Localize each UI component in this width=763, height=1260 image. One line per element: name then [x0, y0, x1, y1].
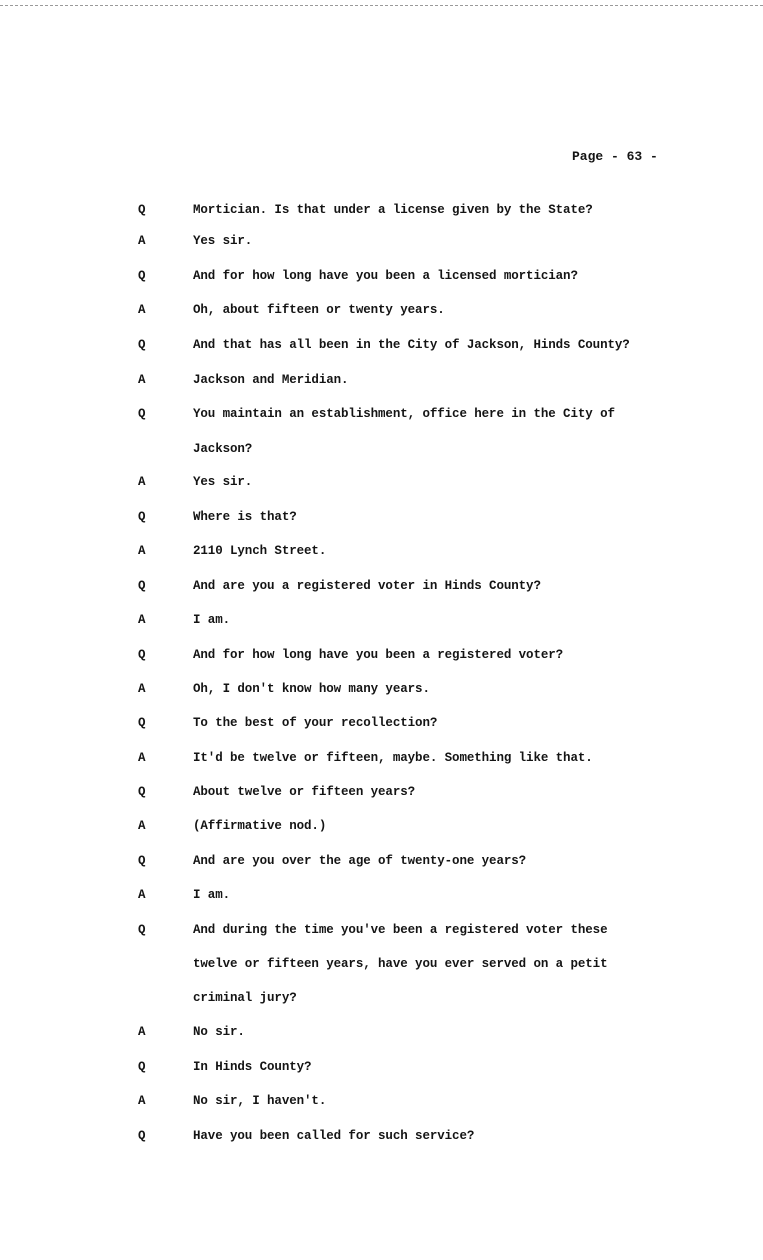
testimony-text: Jackson and Meridian.	[193, 373, 349, 387]
speaker-label: A	[138, 1025, 146, 1039]
speaker-label: Q	[138, 1060, 146, 1074]
speaker-label: Q	[138, 203, 146, 217]
page-top-edge	[0, 0, 763, 6]
transcript-line	[0, 1022, 763, 1042]
speaker-label: Q	[138, 648, 146, 662]
testimony-text: And that has all been in the City of Jackson, Hinds County?	[193, 338, 630, 352]
testimony-text: Jackson?	[193, 442, 253, 456]
testimony-text: (Affirmative nod.)	[193, 819, 327, 833]
transcript-line	[0, 335, 763, 355]
speaker-label: A	[138, 888, 146, 902]
testimony-text: Oh, I don't know how many years.	[193, 682, 430, 696]
transcript-line	[0, 1057, 763, 1077]
speaker-label: Q	[138, 785, 146, 799]
testimony-text: I am.	[193, 888, 231, 902]
testimony-text: And during the time you've been a registered voter these	[193, 923, 608, 937]
speaker-label: A	[138, 1094, 146, 1108]
speaker-label: Q	[138, 854, 146, 868]
testimony-text: And for how long have you been a licensed mortician?	[193, 269, 578, 283]
testimony-text: About twelve or fifteen years?	[193, 785, 416, 799]
transcript-line	[0, 200, 763, 220]
testimony-text: Where is that?	[193, 510, 297, 524]
testimony-text: No sir, I haven't.	[193, 1094, 327, 1108]
testimony-text: twelve or fifteen years, have you ever served on a petit	[193, 957, 608, 971]
speaker-label: Q	[138, 510, 146, 524]
transcript-line	[0, 1091, 763, 1111]
testimony-text: I am.	[193, 613, 231, 627]
transcript-line	[0, 885, 763, 905]
speaker-label: A	[138, 373, 146, 387]
speaker-label: A	[138, 234, 146, 248]
testimony-text: To the best of your recollection?	[193, 716, 438, 730]
testimony-text: In Hinds County?	[193, 1060, 312, 1074]
transcript-line	[0, 300, 763, 320]
transcript-line	[0, 1126, 763, 1146]
testimony-text: And are you a registered voter in Hinds County?	[193, 579, 541, 593]
speaker-label: Q	[138, 716, 146, 730]
testimony-text: Yes sir.	[193, 234, 253, 248]
transcript-line	[0, 404, 763, 424]
speaker-label: A	[138, 819, 146, 833]
testimony-text: You maintain an establishment, office here in the City of	[193, 407, 615, 421]
speaker-label: A	[138, 613, 146, 627]
transcript-line	[0, 266, 763, 286]
transcript-line	[0, 748, 763, 768]
speaker-label: Q	[138, 338, 146, 352]
speaker-label: Q	[138, 923, 146, 937]
speaker-label: A	[138, 475, 146, 489]
transcript-line	[0, 507, 763, 527]
speaker-label: A	[138, 751, 146, 765]
transcript-line	[0, 851, 763, 871]
testimony-text: Oh, about fifteen or twenty years.	[193, 303, 445, 317]
testimony-text: 2110 Lynch Street.	[193, 544, 327, 558]
testimony-text: It'd be twelve or fifteen, maybe. Something like that.	[193, 751, 593, 765]
testimony-text: And for how long have you been a registered voter?	[193, 648, 564, 662]
page-number: Page - 63 -	[572, 149, 658, 164]
transcript-line	[0, 782, 763, 802]
transcript-line	[0, 472, 763, 492]
speaker-label: A	[138, 544, 146, 558]
speaker-label: Q	[138, 1129, 146, 1143]
transcript-line	[0, 988, 763, 1008]
transcript-line	[0, 645, 763, 665]
testimony-text: And are you over the age of twenty-one years?	[193, 854, 527, 868]
transcript-line	[0, 370, 763, 390]
testimony-text: Mortician. Is that under a license given by the State?	[193, 203, 593, 217]
transcript-line	[0, 679, 763, 699]
transcript-line	[0, 816, 763, 836]
speaker-label: Q	[138, 269, 146, 283]
transcript-line	[0, 954, 763, 974]
transcript-line	[0, 920, 763, 940]
transcript-line	[0, 231, 763, 251]
testimony-text: criminal jury?	[193, 991, 297, 1005]
testimony-text: No sir.	[193, 1025, 245, 1039]
speaker-label: Q	[138, 407, 146, 421]
speaker-label: Q	[138, 579, 146, 593]
speaker-label: A	[138, 303, 146, 317]
transcript-line	[0, 576, 763, 596]
speaker-label: A	[138, 682, 146, 696]
testimony-text: Yes sir.	[193, 475, 253, 489]
testimony-text: Have you been called for such service?	[193, 1129, 475, 1143]
transcript-line	[0, 713, 763, 733]
transcript-line	[0, 610, 763, 630]
transcript-line	[0, 541, 763, 561]
transcript-line	[0, 439, 763, 459]
